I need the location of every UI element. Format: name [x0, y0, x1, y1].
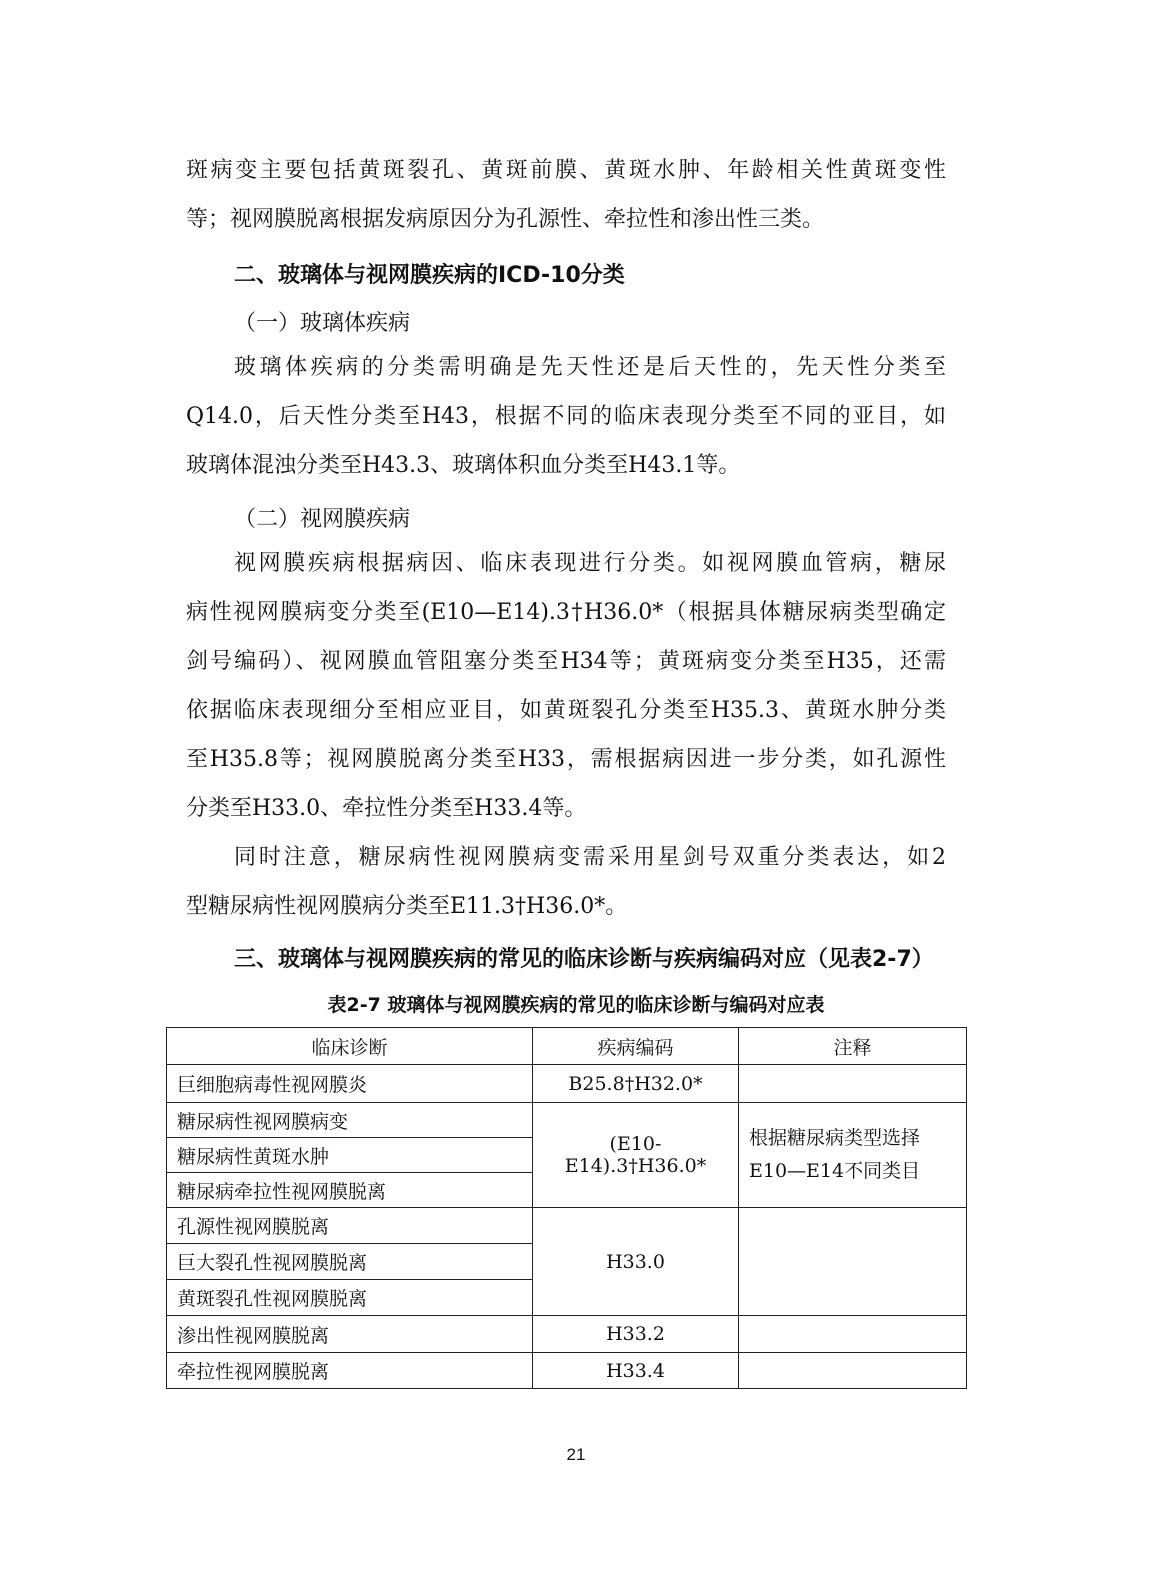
note-cell: 根据糖尿病类型选择E10—E14不同类目	[739, 1103, 967, 1208]
note-line-2: 型糖尿病性视网膜病分类至E11.3†H36.0*。	[186, 894, 628, 919]
retina-line-6: 分类至H33.0、牵拉性分类至H33.4等。	[186, 796, 587, 821]
diagnosis-code-table	[166, 1027, 967, 1389]
table-row	[167, 1065, 967, 1103]
code-cell: H33.2	[533, 1316, 739, 1353]
vitreous-line-3: 玻璃体混浊分类至H43.3、玻璃体积血分类至H43.1等。	[186, 453, 741, 478]
header-diagnosis: 临床诊断	[167, 1028, 533, 1065]
vitreous-paragraph	[186, 343, 946, 490]
table-header-row	[167, 1028, 967, 1065]
section3-heading: 三、玻璃体与视网膜疾病的常见的临床诊断与疾病编码对应（见表2-7）	[234, 947, 934, 972]
intro-line-2: 等；视网膜脱离根据发病原因分为孔源性、牵拉性和渗出性三类。	[186, 207, 825, 232]
diagnosis-cell: 糖尿病牵拉性视网膜脱离	[167, 1173, 533, 1208]
vitreous-line-2: Q14.0，后天性分类至H43，根据不同的临床表现分类至不同的亚目，如	[186, 404, 946, 429]
code-cell: (E10-E14).3†H36.0*	[533, 1103, 739, 1208]
code-cell: H33.4	[533, 1353, 739, 1389]
intro-paragraph	[186, 146, 946, 244]
diagnosis-cell: 糖尿病性黄斑水肿	[167, 1138, 533, 1173]
retina-line-1: 视网膜疾病根据病因、临床表现进行分类。如视网膜血管病，糖尿	[234, 551, 946, 576]
sub2-heading: （二）视网膜疾病	[234, 507, 411, 532]
diagnosis-cell: 渗出性视网膜脱离	[167, 1316, 533, 1353]
retina-line-2: 病性视网膜病变分类至(E10—E14).3†H36.0*（根据具体糖尿病类型确定	[186, 600, 946, 625]
note-cell	[739, 1316, 967, 1353]
vitreous-line-1: 玻璃体疾病的分类需明确是先天性还是后天性的，先天性分类至	[234, 355, 946, 380]
retina-line-4: 依据临床表现细分至相应亚目，如黄斑裂孔分类至H35.3、黄斑水肿分类	[186, 698, 946, 723]
diagnosis-cell: 巨大裂孔性视网膜脱离	[167, 1244, 533, 1280]
diagnosis-cell: 糖尿病性视网膜病变	[167, 1103, 533, 1138]
table-row	[167, 1316, 967, 1353]
retina-paragraph	[186, 539, 946, 833]
note-cell	[739, 1353, 967, 1389]
note-cell	[739, 1065, 967, 1103]
code-cell: H33.0	[533, 1208, 739, 1316]
sub1-heading: （一）玻璃体疾病	[234, 311, 411, 336]
table-row	[167, 1353, 967, 1389]
note-line-1: 同时注意，糖尿病性视网膜病变需采用星剑号双重分类表达，如2	[234, 845, 946, 870]
page-number: 21	[566, 1445, 586, 1464]
retina-line-5: 至H35.8等；视网膜脱离分类至H33，需根据病因进一步分类，如孔源性	[186, 747, 946, 772]
note-cell	[739, 1208, 967, 1316]
header-note: 注释	[739, 1028, 967, 1065]
retina-line-3: 剑号编码）、视网膜血管阻塞分类至H34等；黄斑病变分类至H35，还需	[186, 649, 946, 674]
note-paragraph	[186, 833, 946, 931]
intro-line-1: 斑病变主要包括黄斑裂孔、黄斑前膜、黄斑水肿、年龄相关性黄斑变性	[186, 158, 946, 183]
section2-heading: 二、玻璃体与视网膜疾病的ICD-10分类	[234, 263, 625, 288]
table-row	[167, 1208, 967, 1244]
code-cell: B25.8†H32.0*	[533, 1065, 739, 1103]
diagnosis-cell: 黄斑裂孔性视网膜脱离	[167, 1280, 533, 1316]
diagnosis-cell: 牵拉性视网膜脱离	[167, 1353, 533, 1389]
table-row	[167, 1103, 967, 1138]
diagnosis-cell: 巨细胞病毒性视网膜炎	[167, 1065, 533, 1103]
table-caption: 表2-7 玻璃体与视网膜疾病的常见的临床诊断与编码对应表	[327, 994, 825, 1016]
diagnosis-cell: 孔源性视网膜脱离	[167, 1208, 533, 1244]
header-code: 疾病编码	[533, 1028, 739, 1065]
